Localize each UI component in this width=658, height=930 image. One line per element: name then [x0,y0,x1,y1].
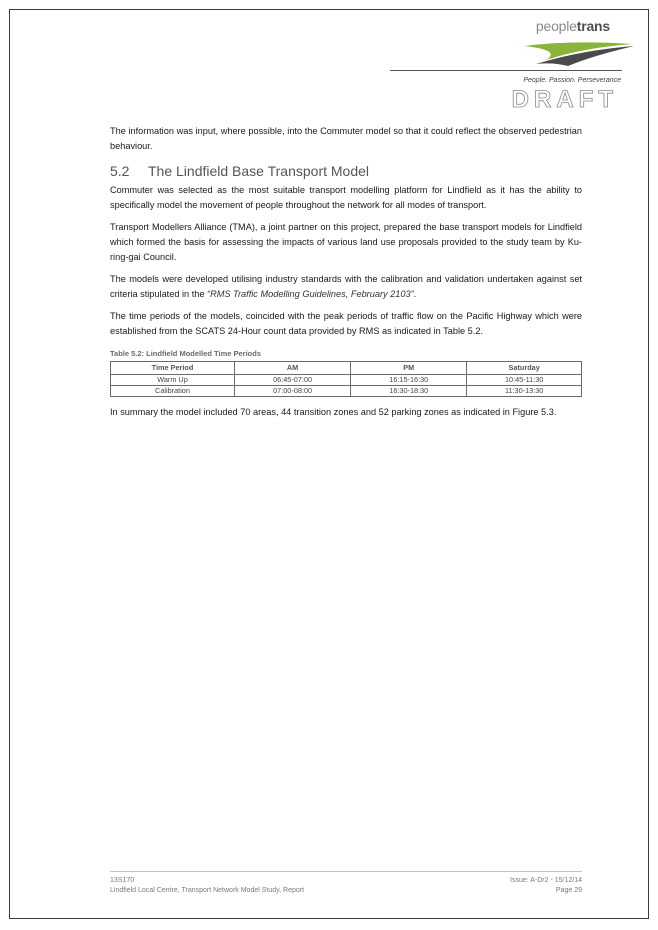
header-time-period: Time Period [111,362,235,375]
table-cell: 10:45-11:30 [467,375,582,386]
footer-line-2 [110,886,582,896]
table-cell: 07:00-08:00 [234,386,350,397]
table-caption: Table 5.2: Lindfield Modelled Time Periods [110,349,261,358]
header-saturday: Saturday [467,362,582,375]
section-title: The Lindfield Base Transport Model [148,163,370,179]
header-rule [390,70,622,71]
logo-wordmark [536,18,610,34]
paragraph-3-end: . [413,289,417,299]
logo-wordmark-light: people [535,18,577,34]
intro-paragraph: The information was input, where possible, into the Commuter model so that it could reflect the observed pedestrian behaviour. [110,126,582,151]
table-row [111,375,582,386]
project-code: 13S170 [110,877,135,884]
report-title: Lindfield Local Centre, Transport Network Model Study, Report [110,887,305,894]
footer-line-1 [110,876,582,886]
logo-swoosh-icon [522,38,636,68]
table-cell: Warm Up [111,375,235,386]
table-row [111,386,582,397]
table-cell: 06:45-07:00 [234,375,350,386]
table-cell: 16:30-18:30 [351,386,467,397]
header-pm: PM [351,362,467,375]
guideline-reference: “RMS Traffic Modelling Guidelines, February 2103” [207,289,414,299]
paragraph-1: Commuter was selected as the most suitable transport modelling platform for Lindfield as it has the ability to specifically model the movement of people throughout the network for all modes of transport. [110,185,582,210]
document-body [110,124,582,427]
section-heading [110,162,582,180]
paragraph-2: Transport Modellers Alliance (TMA), a joint partner on this project, prepared the base transport models for Lindfield which formed the basis for assessing the impacts of various land use proposals provided to the study team by Ku-ring-gai Council. [110,222,582,262]
page-number: Page 29 [555,887,582,894]
paragraph-3-text: The models were developed utilising industry standards with the calibration and validation undertaken against set criteria stipulated in the [110,274,582,299]
logo-wordmark-bold: trans [576,18,610,34]
paragraph-4: The time periods of the models, coincided with the peak periods of traffic flow on the Pacific Highway which were established from the SCATS 24-Hour count data provided by RMS as indicated in Table 5.2. [110,311,582,336]
table-cell: Calibration [111,386,235,397]
header-am: AM [234,362,350,375]
table-cell: 11:30-13:30 [467,386,582,397]
footer-rule [110,871,582,872]
peopletrans-logo [522,18,636,70]
section-number: 5.2 [110,163,130,179]
time-periods-table [110,361,582,397]
draft-watermark: DRAFT [511,86,618,113]
issue-info: Issue: A-Dr2 - 15/12/14 [510,877,582,884]
paragraph-3 [110,272,582,302]
tagline: People. Passion. Perseverance [523,77,621,84]
paragraph-5: In summary the model included 70 areas, 44 transition zones and 52 parking zones as indicated in Figure 5.3. [110,407,557,417]
table-cell: 16:15-16:30 [351,375,467,386]
table-header-row [111,362,582,375]
